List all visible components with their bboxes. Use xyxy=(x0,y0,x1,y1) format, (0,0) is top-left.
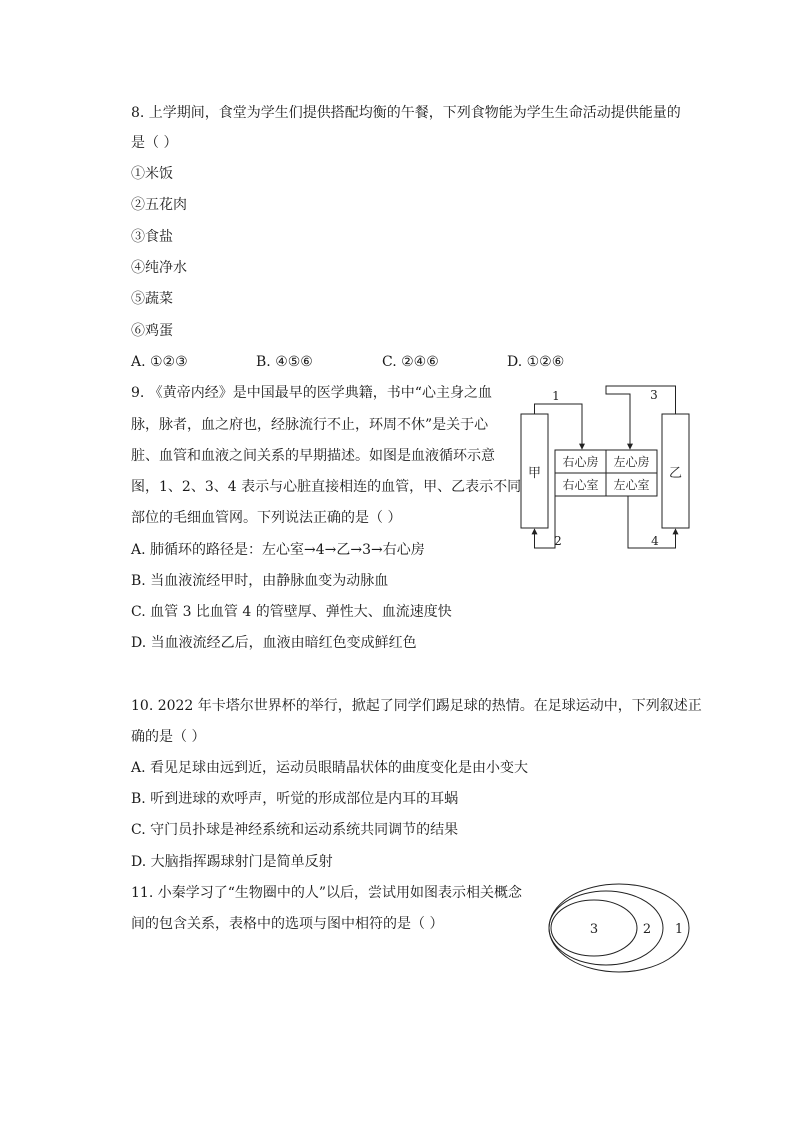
q8-option-c: C. ②④⑥ xyxy=(382,354,439,370)
q9-stem-line2: 脉，脉者，血之府也，经脉流行不止，环周不休”是关于心 xyxy=(131,417,489,433)
concept-ellipse-1 xyxy=(549,884,689,972)
q9-circulation-diagram xyxy=(510,380,700,555)
q8-option-b: B. ④⑤⑥ xyxy=(256,354,313,370)
q9-option-c: C. 血管 3 比血管 4 的管壁厚、弹性大、血流速度快 xyxy=(131,604,452,620)
q8-stem-line1: 8. 上学期间，食堂为学生们提供搭配均衡的午餐，下列食物能为学生生命活动提供能量的 xyxy=(131,105,681,121)
q9-option-a: A. 肺循环的路径是：左心室→4→乙→3→右心房 xyxy=(131,542,425,558)
label-vessel-4: 4 xyxy=(651,534,659,548)
q10-stem-line1: 10. 2022 年卡塔尔世界杯的举行，掀起了同学们踢足球的热情。在足球运动中，下列叙述正 xyxy=(131,698,702,714)
q11-stem-line1: 11. 小秦学习了“生物圈中的人”以后，尝试用如图表示相关概念 xyxy=(131,885,523,901)
concept-label-2: 2 xyxy=(642,922,652,937)
q9-stem-line5: 部位的毛细血管网。下列说法正确的是（ ） xyxy=(131,510,402,526)
q9-option-b: B. 当血液流经甲时，由静脉血变为动脉血 xyxy=(131,573,389,589)
q10-stem-line2: 确的是（ ） xyxy=(131,729,206,745)
q9-stem-line1: 9. 《黄帝内经》是中国最早的医学典籍，书中“心主身之血 xyxy=(131,385,492,401)
q9-stem-line4: 图，1、2、3、4 表示与心脏直接相连的血管，甲、乙表示不同 xyxy=(131,479,522,495)
label-left-ventricle: 左心室 xyxy=(613,478,650,492)
q8-item-3: ③食盐 xyxy=(131,229,173,245)
q8-item-2: ②五花肉 xyxy=(131,197,187,213)
q11-stem-line2: 间的包含关系，表格中的选项与图中相符的是（ ） xyxy=(131,916,444,932)
q8-option-a: A. ①②③ xyxy=(131,354,188,370)
vessel-2 xyxy=(535,490,556,548)
q8-stem-line2: 是（ ） xyxy=(131,135,178,151)
vessel-1 xyxy=(535,404,583,449)
q11-nested-concept-diagram xyxy=(548,882,696,974)
q10-option-a: A. 看见足球由远到近，运动员眼睛晶状体的曲度变化是由小变大 xyxy=(131,760,529,776)
label-jia: 甲 xyxy=(527,466,542,481)
label-right-atrium: 右心房 xyxy=(562,455,599,469)
q10-option-b: B. 听到进球的欢呼声，听觉的形成部位是内耳的耳蜗 xyxy=(131,791,459,807)
concept-label-3: 3 xyxy=(589,922,599,937)
q8-option-d: D. ①②⑥ xyxy=(507,354,565,370)
label-right-ventricle: 右心室 xyxy=(562,478,599,492)
vessel-3 xyxy=(606,386,676,449)
q10-option-d: D. 大脑指挥踢球射门是简单反射 xyxy=(131,854,333,870)
label-vessel-1: 1 xyxy=(552,389,560,403)
q8-item-6: ⑥鸡蛋 xyxy=(131,323,173,339)
label-vessel-3: 3 xyxy=(650,388,658,402)
label-vessel-2: 2 xyxy=(554,534,562,548)
q8-item-1: ①米饭 xyxy=(131,166,173,182)
label-left-atrium: 左心房 xyxy=(613,455,650,469)
q8-item-4: ④纯净水 xyxy=(131,260,187,276)
label-yi: 乙 xyxy=(668,466,683,481)
q9-stem-line3: 脏、血管和血液之间关系的早期描述。如图是血液循环示意 xyxy=(131,448,495,464)
q10-option-c: C. 守门员扑球是神经系统和运动系统共同调节的结果 xyxy=(131,822,459,838)
q9-option-d: D. 当血液流经乙后，血液由暗红色变成鲜红色 xyxy=(131,635,417,651)
concept-label-1: 1 xyxy=(674,922,684,937)
q8-item-5: ⑤蔬菜 xyxy=(131,291,173,307)
